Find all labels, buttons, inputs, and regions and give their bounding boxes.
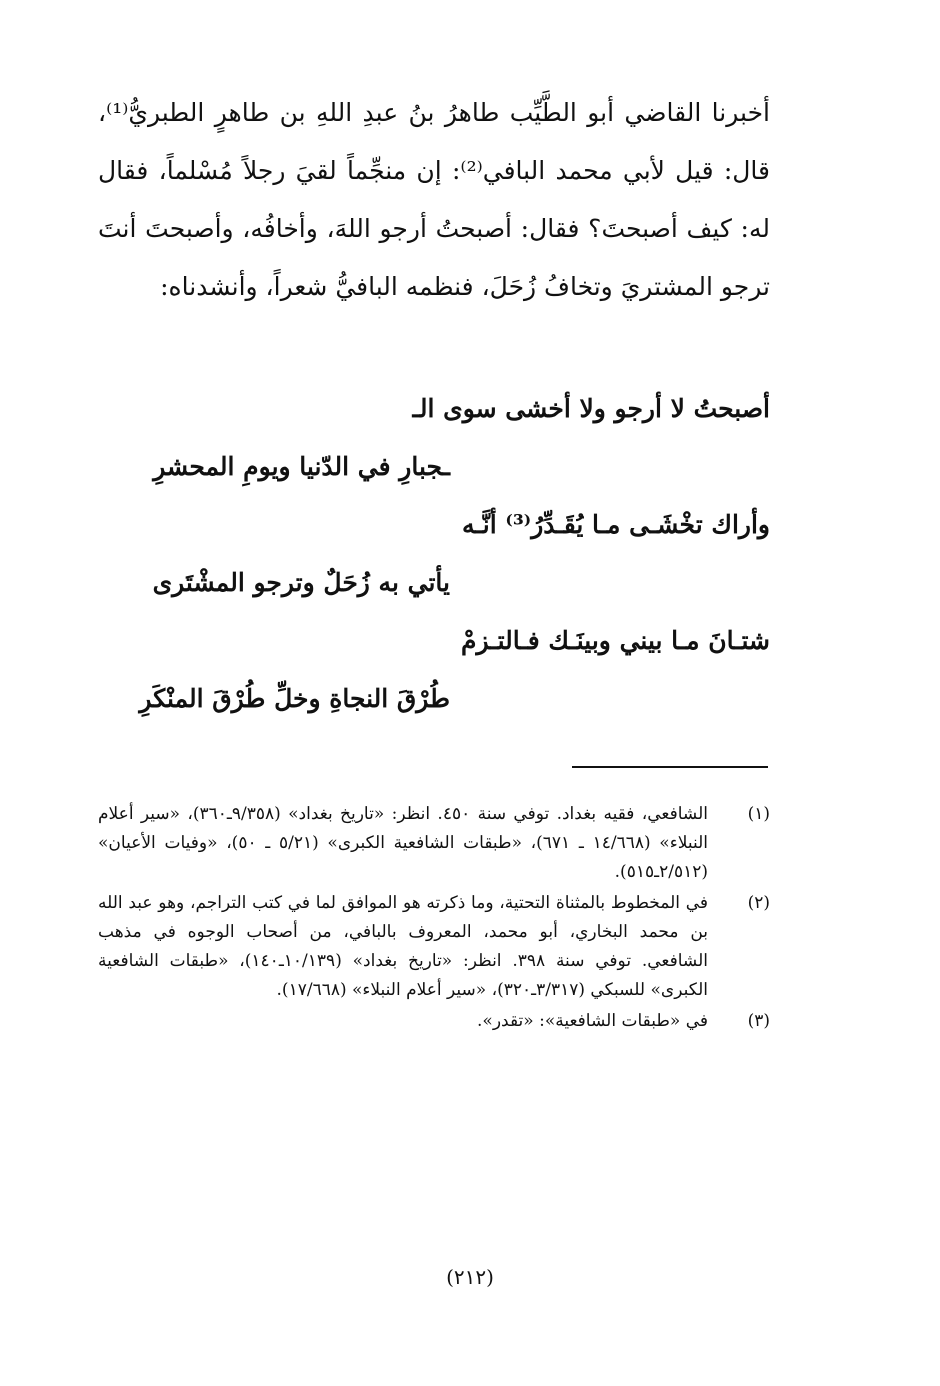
footnote-text: الشافعي، فقيه بغداد. توفي سنة ٤٥٠. انظر: «تاريخ بغداد» (٩/٣٥٨ـ٣٦٠)، «سير أعلام النبلاء» (١٤/٦٦٨ ـ ٦٧١)، «طبقات الشافعية الكبرى» (٥/٢١ ـ ٥٠)، «وفيات الأعيان» (٢/٥١٢ـ٥١٥). (98, 804, 709, 882)
poem-line: طُرْقَ النجاةِ وخلِّ طُرْقَ المنْكَرِ (139, 684, 450, 713)
footnote (98, 800, 770, 887)
poem-line: وأراك تخْشَـى مـا يُقَـدِّرُ⁽³⁾ أنَّـه (462, 510, 770, 539)
footnote-separator (572, 766, 768, 768)
poem-line: شتـانَ مـا بيني وبينَـك فـالتـزمْ (461, 626, 770, 655)
footnote-text: في المخطوط بالمثناة التحتية، وما ذكرته هو الموافق لما في كتب التراجم، وهو عبد الله بن محمد البخاري، أبو محمد، المعروف بالبافي، من أصحاب الوجوه في مذهب الشافعي. توفي سنة ٣٩٨. انظر: «تاريخ بغداد» (١٠/١٣٩ـ١٤٠)، «طبقات الشافعية الكبرى» للسبكي (٣/٣١٧ـ٣٢٠)، «سير أعلام النبلاء» (١٧/٦٦٨). (98, 893, 709, 1000)
page-number: (٢١٢) (446, 1265, 494, 1289)
poem-line: أصبحتُ لا أرجو ولا أخشى سوى الـ (412, 394, 770, 423)
footnote-number: (٣) (747, 1011, 770, 1031)
poem (98, 380, 770, 728)
footnote-number: (٢) (747, 893, 770, 913)
footnote (98, 889, 770, 1005)
poem-line: ـجبارِ في الدّنيا ويومِ المحشرِ (153, 452, 450, 481)
footnote-number: (١) (747, 804, 770, 824)
main-paragraph: أخبرنا القاضي أبو الطَّيِّب طاهرُ بنُ عبدِ اللهِ بن طاهرٍ الطبريُّ⁽¹⁾، قال: قيل لأبي محمد البافي⁽²⁾: إن منجِّماً لقيَ رجلاً مُسْلماً، فقال له: كيف أصبحتَ؟ فقال: أصبحتُ أرجو اللهَ، وأخافُه، وأصبحتَ أنتَ ترجو المشتريَ وتخافُ زُحَلَ، فنظمه البافيُّ شعراً، وأنشدناه: (98, 98, 770, 301)
footnotes (98, 800, 770, 1038)
footnote (98, 1007, 770, 1036)
footnote-text: في «طبقات الشافعية»: «تقدر». (477, 1011, 708, 1031)
poem-line: يأتي به زُحَلٌ وترجو المشْتَرى (152, 568, 450, 597)
